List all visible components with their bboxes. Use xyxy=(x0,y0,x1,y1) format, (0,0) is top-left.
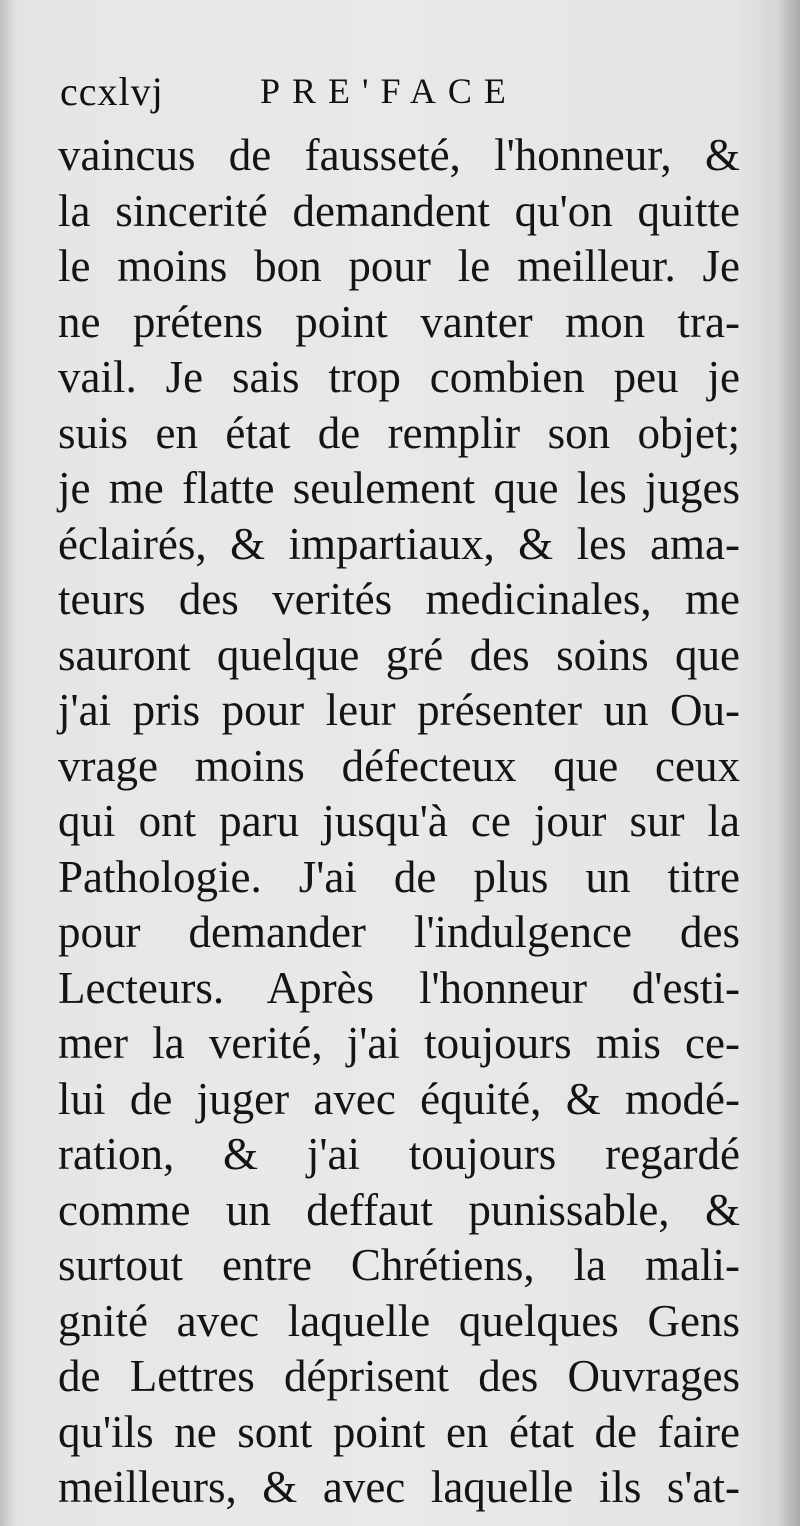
text-line: meilleurs, & avec laquelle ils s'at- xyxy=(58,1462,740,1512)
text-line: j'ai pris pour leur présenter un Ou- xyxy=(58,685,740,735)
text-line: Lecteurs. Après l'honneur d'esti- xyxy=(58,962,740,1013)
text-line: de Lettres déprisent des Ouvrages xyxy=(58,1351,740,1401)
text-line: teurs des verités medicinales, me xyxy=(58,574,740,624)
text-line: qui ont paru jusqu'à ce jour sur la xyxy=(58,796,740,846)
text-line: qu'ils ne sont point en état de faire xyxy=(58,1406,740,1457)
text-line: pour demander l'indulgence des xyxy=(58,907,740,957)
text-line: vrage moins défecteux que ceux xyxy=(58,740,740,791)
text-line: sauront quelque gré des soins que xyxy=(58,629,740,680)
text-line: comme un deffaut punissable, & xyxy=(58,1184,740,1235)
text-line: mer la verité, j'ai toujours mis ce- xyxy=(58,1018,740,1068)
text-line: ration, & j'ai toujours regardé xyxy=(58,1129,740,1179)
text-line: suis en état de remplir son objet; xyxy=(58,407,740,458)
text-line: lui de juger avec équité, & modé- xyxy=(58,1073,740,1124)
text-line: ne prétens point vanter mon tra- xyxy=(58,296,740,347)
text-line: gnité avec laquelle quelques Gens xyxy=(58,1295,740,1346)
text-line: surtout entre Chrétiens, la mali- xyxy=(58,1240,740,1290)
page-number: ccxlvj xyxy=(60,69,164,114)
running-title: PRE'FACE xyxy=(260,71,518,111)
body-text xyxy=(58,128,740,1516)
page-header xyxy=(60,68,760,128)
text-line: je me flatte seulement que les juges xyxy=(58,463,740,513)
text-line: vaincus de fausseté, l'honneur, & xyxy=(58,130,740,180)
text-line: éclairés, & impartiaux, & les ama- xyxy=(58,518,740,569)
text-line: vail. Je sais trop combien peu je xyxy=(58,352,740,402)
text-line: Pathologie. J'ai de plus un titre xyxy=(58,851,740,902)
text-line: la sincerité demandent qu'on quitte xyxy=(58,185,740,236)
text-line: le moins bon pour le meilleur. Je xyxy=(58,241,740,291)
